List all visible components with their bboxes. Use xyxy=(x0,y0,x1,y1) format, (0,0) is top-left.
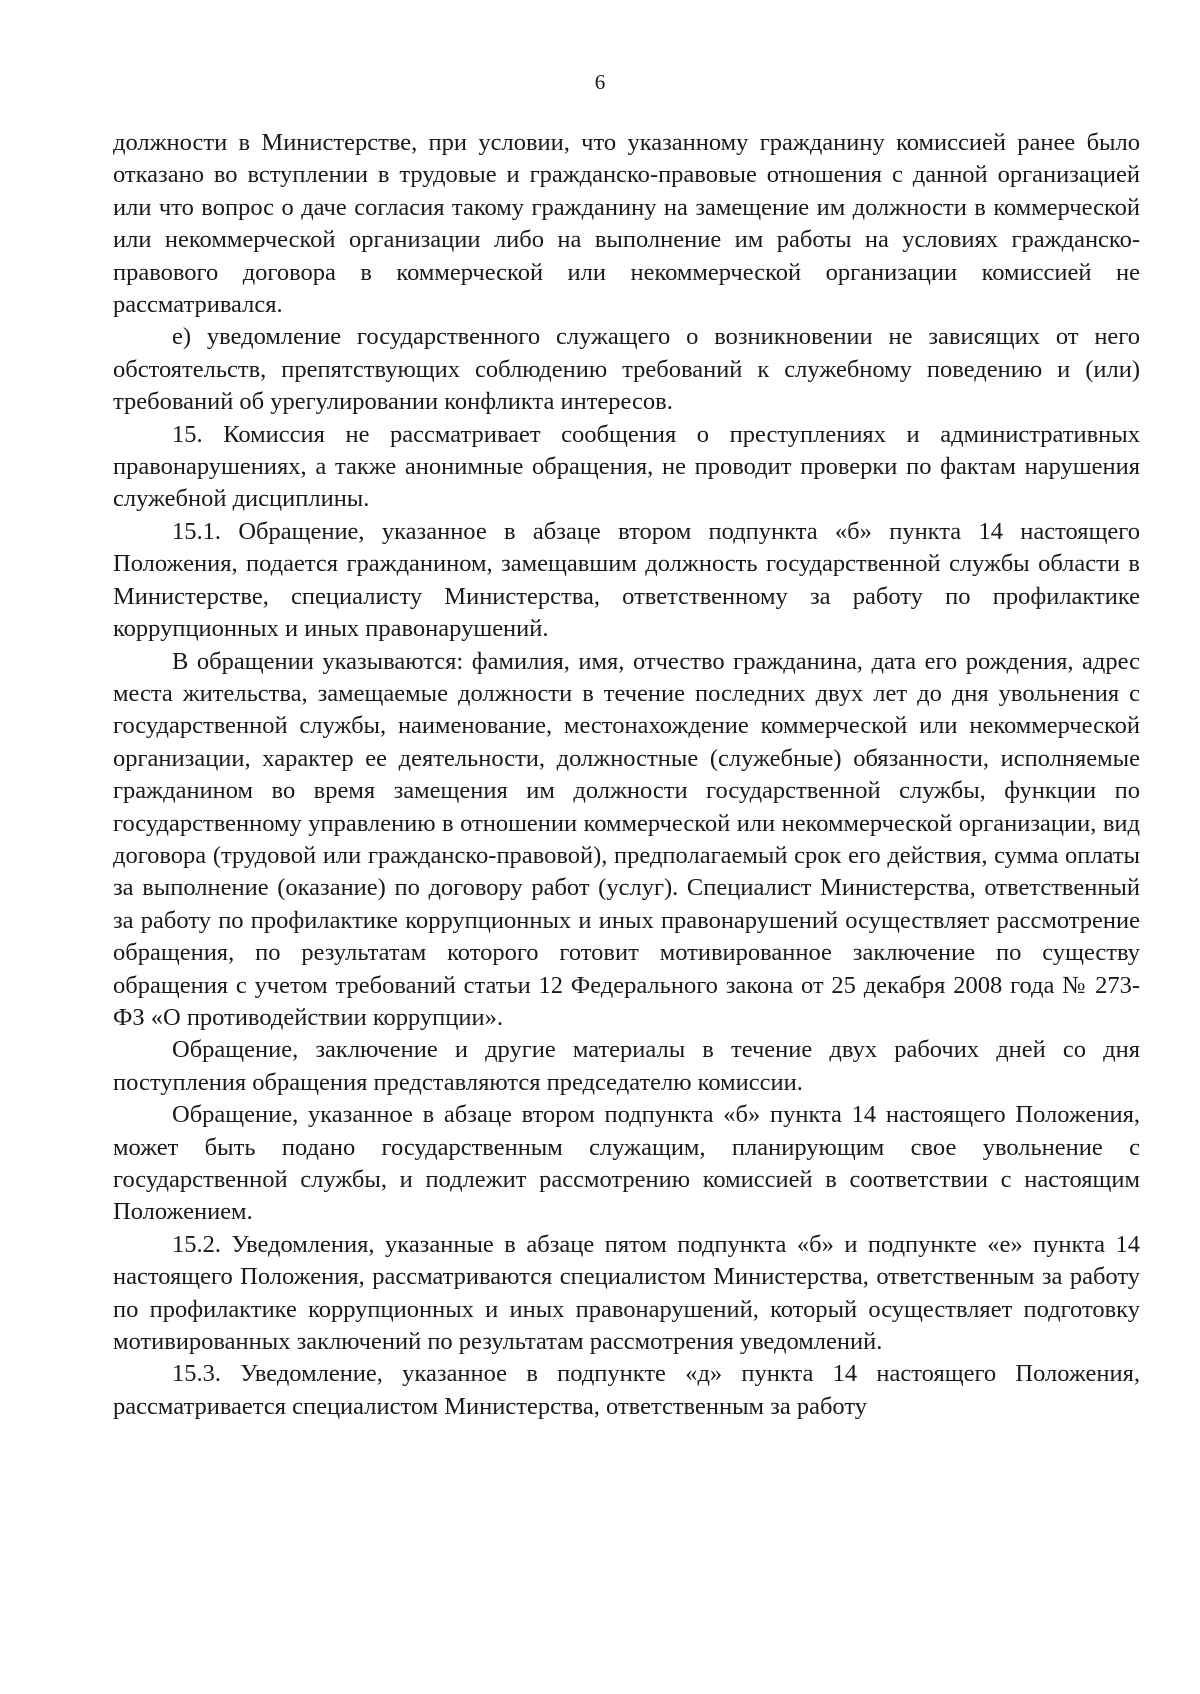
paragraph-item-15-1: 15.1. Обращение, указанное в абзаце втором подпункта «б» пункта 14 настоящего Положения, подается гражданином, замещавшим должность государственной службы области в Министерстве, специалисту Министерства, ответственному за работу по профилактике коррупционных и иных правонарушений. xyxy=(113,517,1140,643)
paragraph-subitem-e: е) уведомление государственного служащего о возникновении не зависящих от него обстоятельств, препятствующих соблюдению требований к служебному поведению и (или) требований об урегулировании конфликта интересов. xyxy=(113,323,1140,416)
paragraph-continuation: должности в Министерстве, при условии, что указанному гражданину комиссией ранее было отказано во вступлении в трудовые и гражданско-правовые отношения с данной организацией или что вопрос о даче согласия такому гражданину на замещение им должности в коммерческой или некоммерческой организации либо на выполнение им работы на условиях гражданско-правового договора в коммерческой или некоммерческой организации комиссией не рассматривался. xyxy=(113,129,1140,319)
page-number: 6 xyxy=(594,70,606,94)
document-body xyxy=(113,127,1140,1423)
paragraph-appeal-by-servant: Обращение, указанное в абзаце втором подпункта «б» пункта 14 настоящего Положения, может быть подано государственным служащим, планирующим свое увольнение с государственной службы, и подлежит рассмотрению комиссией в соответствии с настоящим Положением. xyxy=(113,1101,1140,1226)
paragraph-item-15-2: 15.2. Уведомления, указанные в абзаце пятом подпункта «б» и подпункте «е» пункта 14 настоящего Положения, рассматриваются специалистом Министерства, ответственным за работу по профилактике коррупционных и иных правонарушений, который осуществляет подготовку мотивированных заключений по результатам рассмотрения уведомлений. xyxy=(113,1230,1140,1356)
paragraph-item-15: 15. Комиссия не рассматривает сообщения о преступлениях и административных правонарушениях, а также анонимные обращения, не проводит проверки по фактам нарушения служебной дисциплины. xyxy=(113,420,1140,513)
paragraph-appeal-contents: В обращении указываются: фамилия, имя, отчество гражданина, дата его рождения, адрес места жительства, замещаемые должности в течение последних двух лет до дня увольнения с государственной службы, наименование, местонахождение коммерческой или некоммерческой организации, характер ее деятельности, должностные (служебные) обязанности, исполняемые гражданином во время замещения им должности государственной службы, функции по государственному управлению в отношении коммерческой или некоммерческой организации, вид договора (трудовой или гражданско-правовой), предполагаемый срок его действия, сумма оплаты за выполнение (оказание) по договору работ (услуг). Специалист Министерства, ответственный за работу по профилактике коррупционных и иных правонарушений осуществляет рассмотрение обращения, по результатам которого готовит мотивированное заключение по существу обращения с учетом требований статьи 12 Федерального закона от 25 декабря 2008 года № 273-ФЗ «О противодействии коррупции». xyxy=(113,647,1140,1031)
paragraph-item-15-3: 15.3. Уведомление, указанное в подпункте «д» пункта 14 настоящего Положения, рассматривается специалистом Министерства, ответственным за работу xyxy=(113,1360,1140,1420)
paragraph-appeal-submission: Обращение, заключение и другие материалы в течение двух рабочих дней со дня поступления обращения представляются председателю комиссии. xyxy=(113,1036,1140,1096)
